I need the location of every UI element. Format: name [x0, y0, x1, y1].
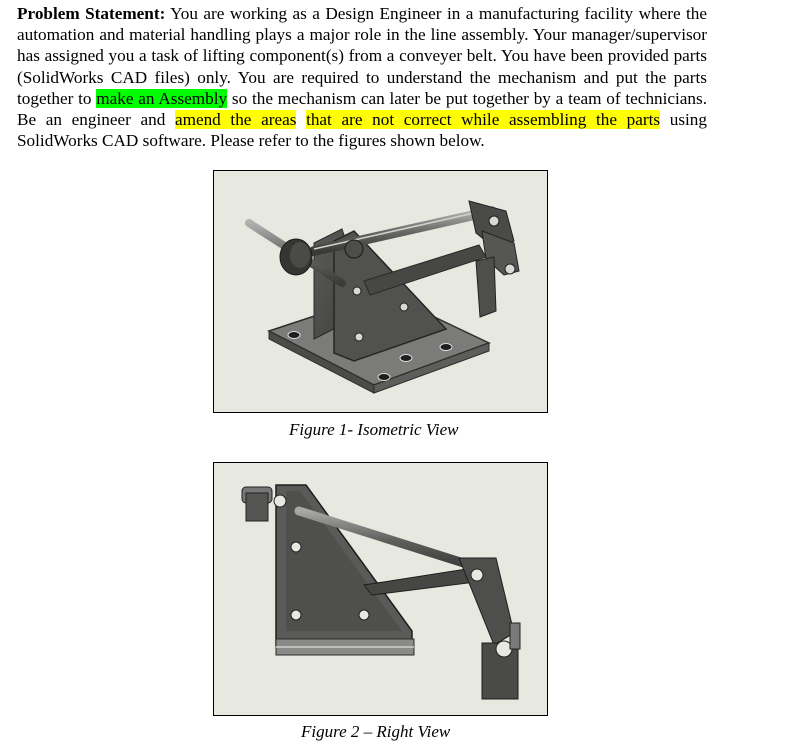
figure-2-right-view-image	[213, 462, 548, 716]
statement-text-4: using SolidWorks CAD software. Please refer to the figures shown below.	[17, 110, 707, 151]
problem-statement-label: Problem Statement:	[17, 4, 166, 23]
figure-2-caption: Figure 2 – Right View	[301, 722, 451, 741]
statement-text-3	[296, 110, 306, 129]
figure-1-caption: Figure 1- Isometric View	[289, 420, 459, 439]
figure-1-isometric-image	[213, 170, 548, 413]
problem-statement	[17, 3, 707, 151]
statement-text-2: so the mechanism can later be put together by a team of technicians. Be an engineer and	[17, 88, 708, 130]
highlight-not-correct: that are not correct while assembling the parts	[306, 110, 661, 130]
highlight-make-assembly: make an Assembly	[96, 88, 228, 108]
highlight-amend-areas: amend the areas	[174, 110, 297, 130]
statement-text-1: You are working as a Design Engineer in a manufacturing facility where the automation and material handling plays a major role in the line assembly. Your manager/supervisor has assigned you a task of lifting component(s) from a conveyer belt. You have been provided parts (SolidWorks CAD files) only. You are required to understand the mechanism and put the parts together to	[17, 4, 708, 108]
